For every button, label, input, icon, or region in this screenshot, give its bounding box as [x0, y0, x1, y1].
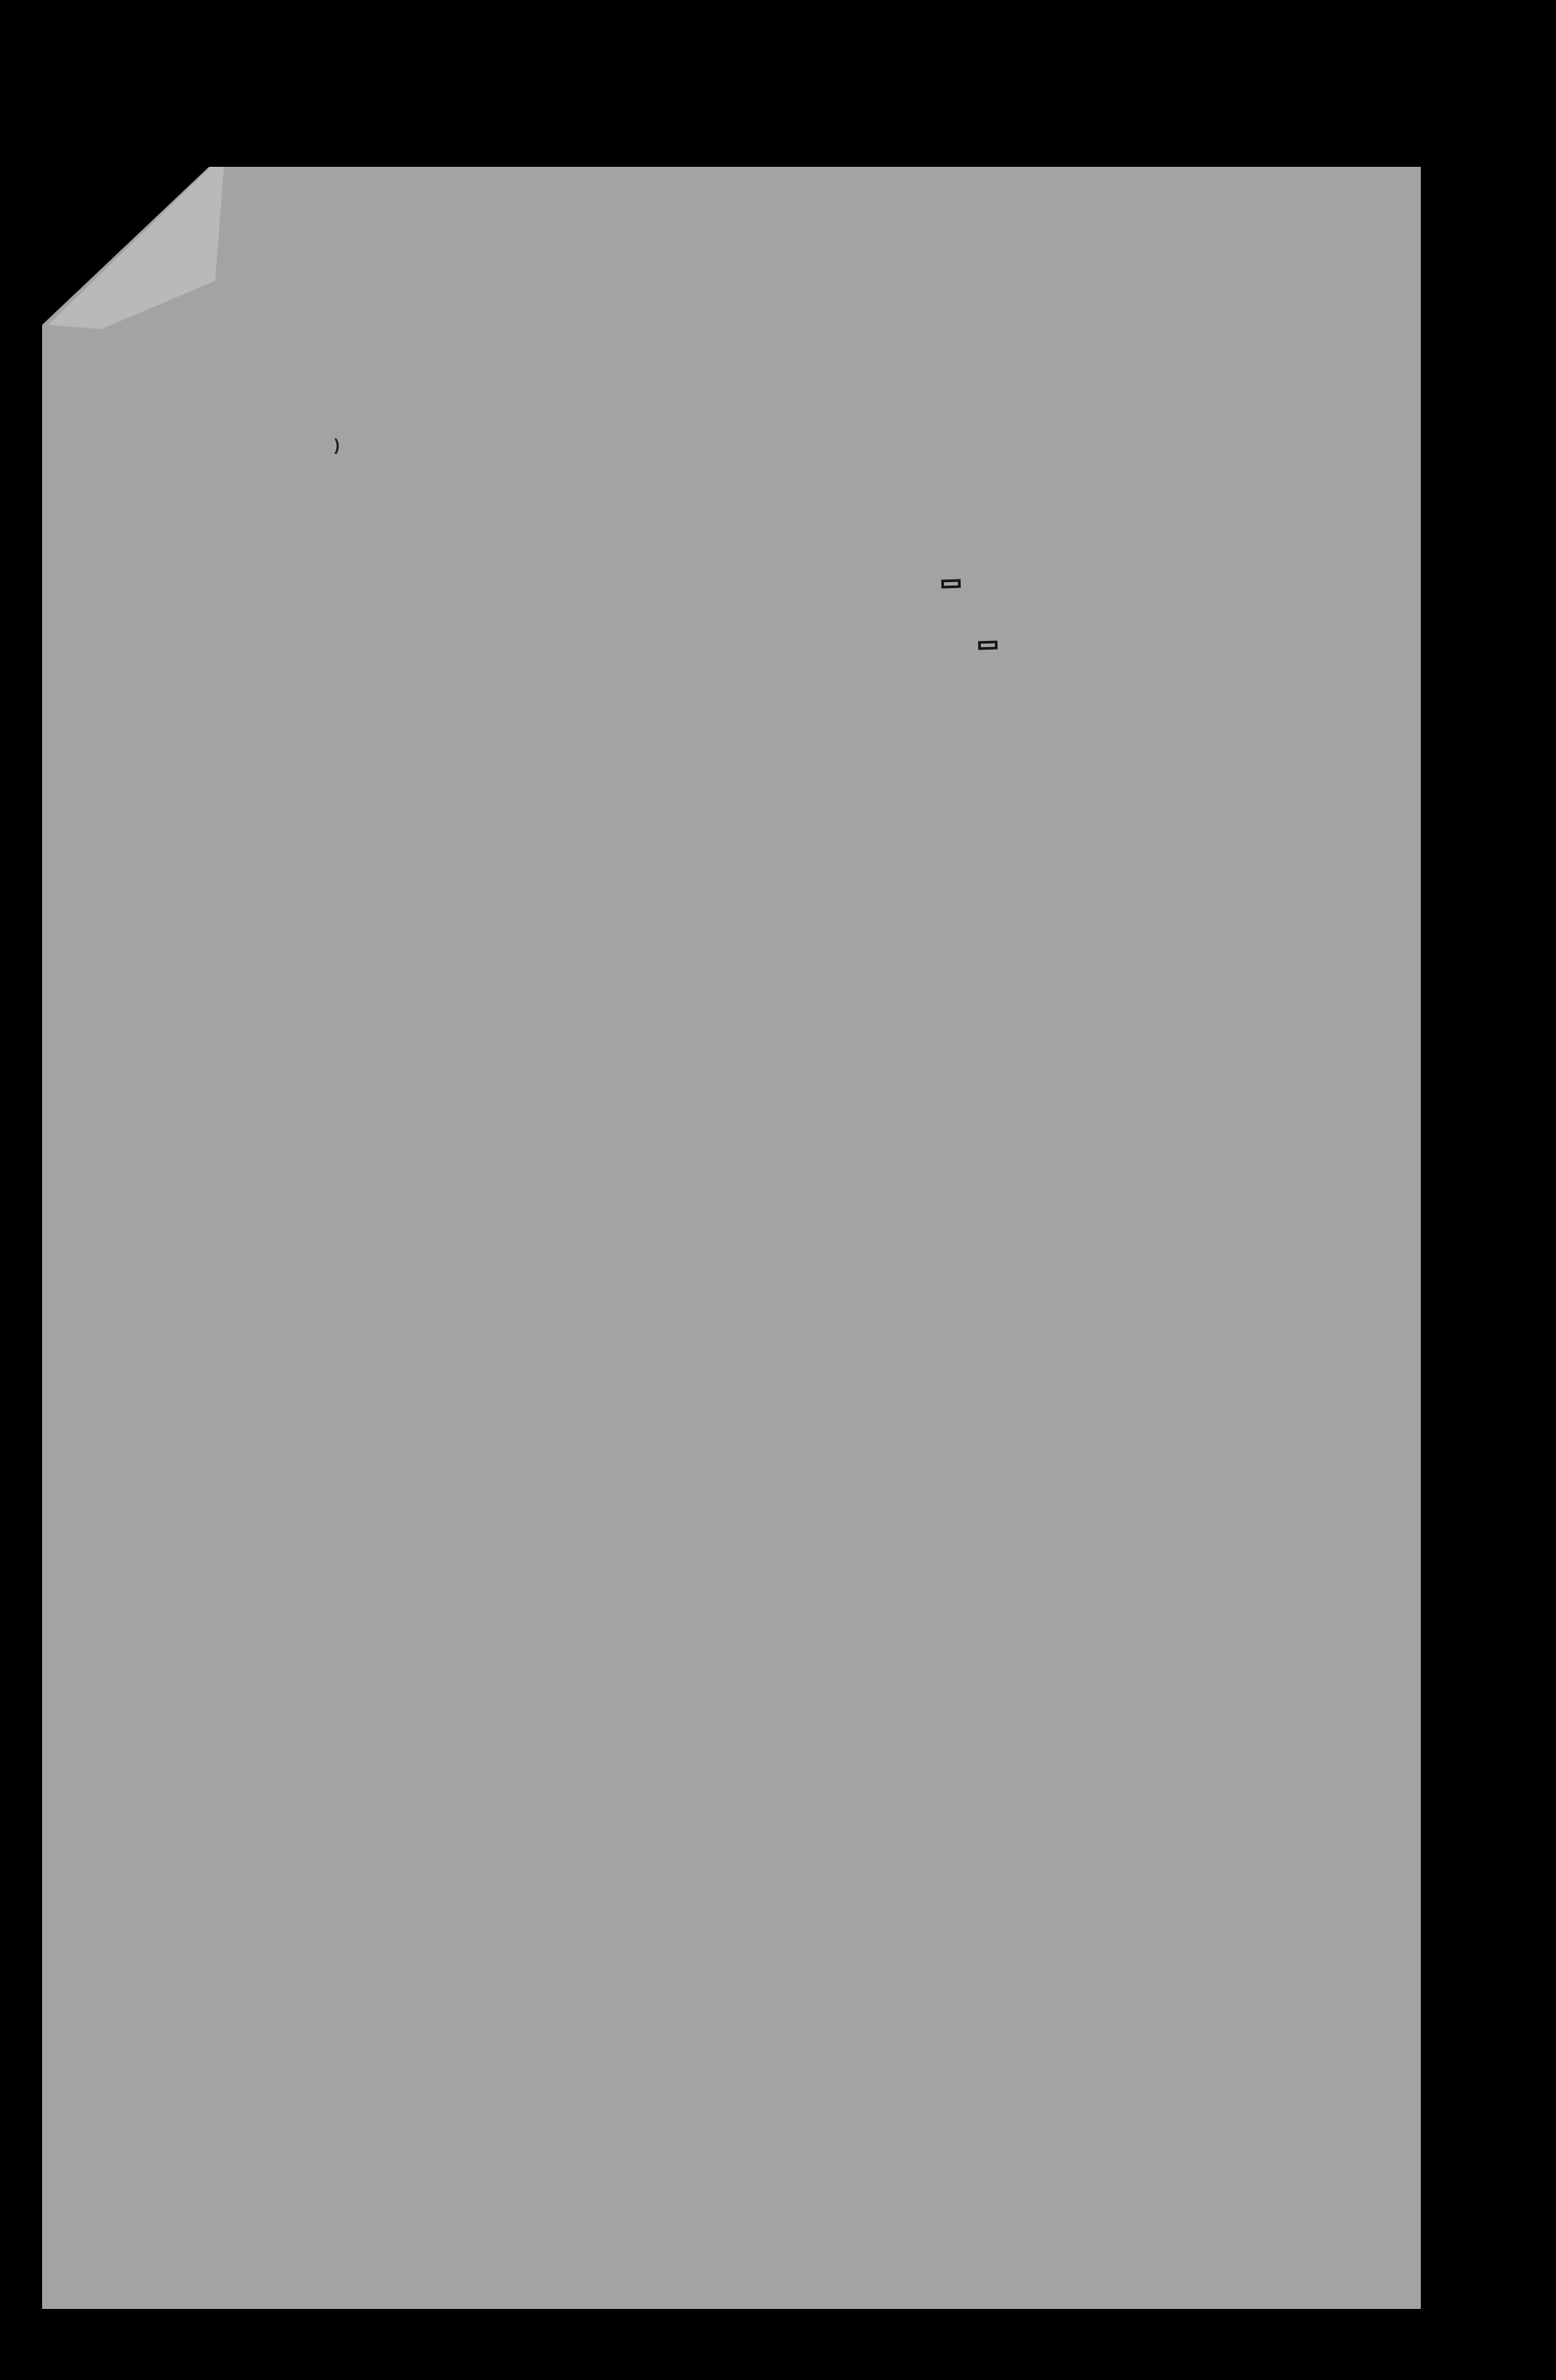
passenger-2-citizen-stamp — [978, 641, 998, 651]
flight-no-close: ) — [332, 438, 342, 456]
passenger-1-citizen-stamp — [941, 579, 961, 589]
